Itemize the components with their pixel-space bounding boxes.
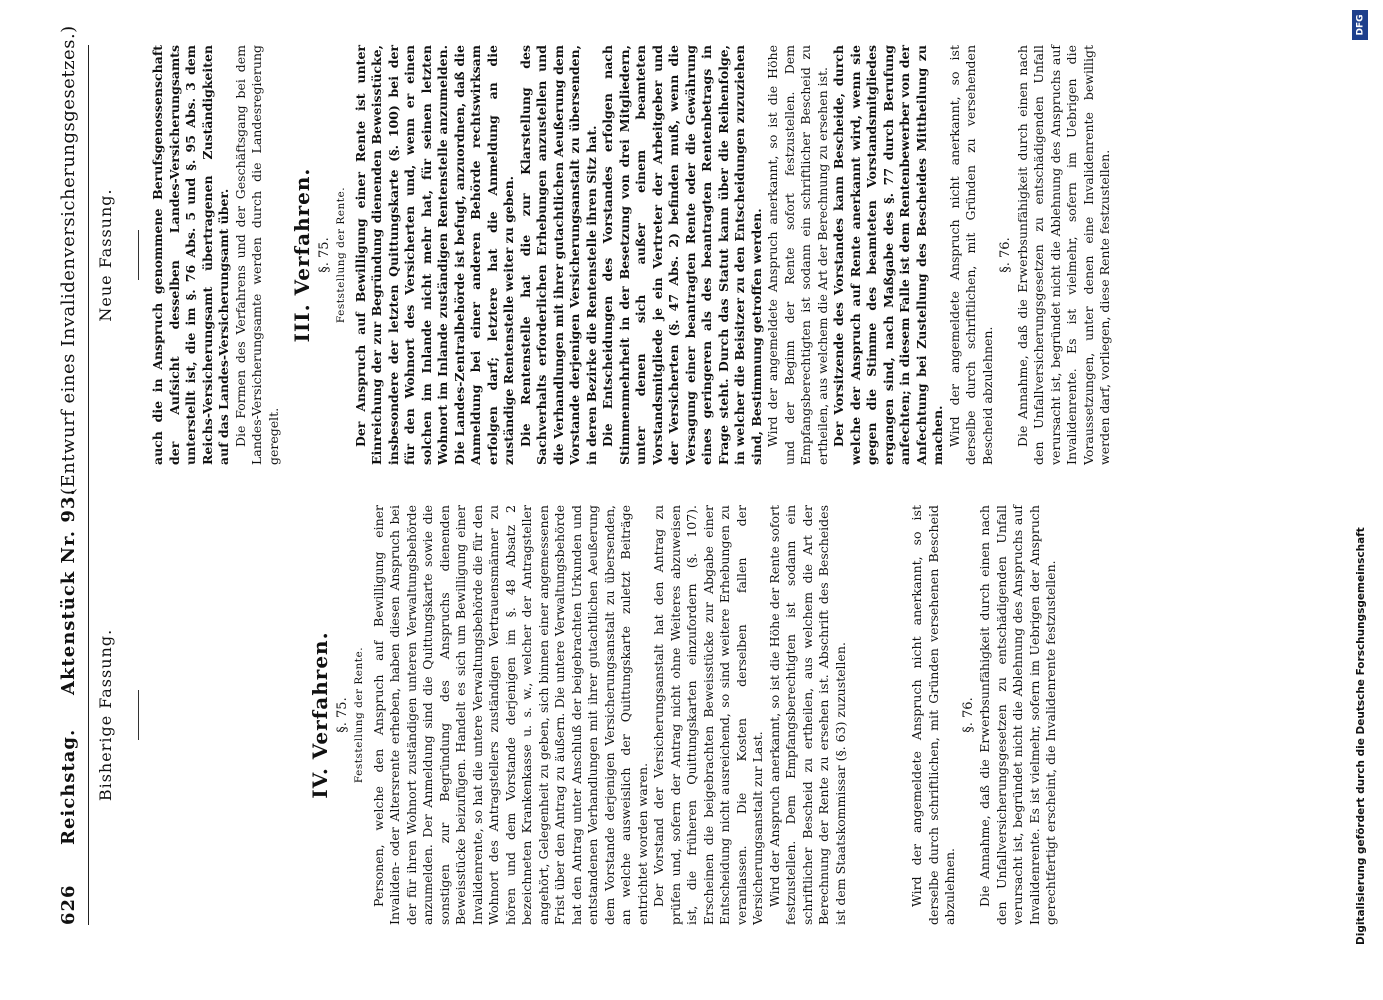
paragraph-text: Der Vorstand der Versicherungsanstalt hat den Antrag zu prüfen und, sofern der Antrag nicht ohne Weiteres abzuweisen ist, die früheren Quittungskarten einzufordern (§. 107). Erscheinen die beigebrachten Beweisstücke zur Abgabe einer Entscheidung nicht ausreichend, so sind weitere Erhebungen zu veranlassen. Die Kosten derselben fallen der Versicherungsanstalt zur Last. xyxy=(651,505,765,925)
paragraph-text: Wird der Anspruch anerkannt, so ist die Höhe der Rente sofort festzustellen. Dem Empfangsberechtigten ist sodann ein schriftlicher Bescheid zu ertheilen, aus welchem die Art der Berechnung der Rente zu ersehen ist. Abschrift des Bescheides ist dem Staatskommissar (§. 63) zuzustellen. xyxy=(766,505,848,925)
right-column-heading: Neue Fassung. xyxy=(96,188,115,322)
paragraph-text: Wird der angemeldete Anspruch nicht anerkannt, so ist derselbe durch schriftlichen, mit Gründen versehenen Bescheid abzulehnen. xyxy=(909,505,957,925)
header-document-number: Aktenstück Nr. 93. xyxy=(58,488,79,695)
right-column-new-version xyxy=(150,45,1114,465)
paragraph-text: Die Formen des Verfahrens und der Geschäftsgang bei dem Landes-Versicherungsamte werden durch die Landesregierung geregelt. xyxy=(232,45,281,465)
paragraph-text: auch die in Anspruch genommene Berufsgenossenschaft der Aufsicht desselben Landes-Versicherungsamts unterstellt ist, die im §. 76 Abs. 5 und §. 95 Abs. 3 dem Reichs-Versicherungsamt übertragenen Zuständigkeiten auf das Landes-Versicherungsamt über. xyxy=(150,45,231,465)
paragraph-text: Der Vorsitzende des Vorstandes kann Bescheide, durch welche der Anspruch auf Rente anerkannt wird, wenn sie gegen die Stimme des beamteten Vorstandsmitgliedes ergangen sind, nach Maßgabe des §. 77 durch Berufung anfechten; in diesem Falle ist dem Rentenbewerber von der Anfechtung bei Zustellung des Bescheides Mittheilung zu machen. xyxy=(831,45,945,465)
paragraph-text: Wird der angemeldete Anspruch nicht anerkannt, so ist derselbe durch schriftlichen, mit Gründen zu versehenden Bescheid abzulehnen. xyxy=(946,45,995,465)
right-heading-rule xyxy=(138,230,139,280)
page-header xyxy=(58,25,88,925)
left-column-heading: Bisherige Fassung. xyxy=(96,628,115,802)
paragraph-text: Die Entscheidungen des Vorstandes erfolgen nach Stimmenmehrheit in der Besetzung von drei Mitgliedern, unter denen sich außer einem beamteten Vorstandsmitgliede je ein Vertreter der Arbeitgeber und der Versicherten (§. 47 Abs. 2) befinden muß, wenn die Versagung einer beantragten Rente oder die Gewährung eines geringeren als des beantragten Rentenbetrags in Frage steht. Durch das Statut kann über die Reihenfolge, in welcher die Beisitzer zu den Entscheidungen zuzuziehen sind, Bestimmung getroffen werden. xyxy=(600,45,764,465)
paragraph-number: §. 76. xyxy=(960,697,976,733)
page-number: 626 xyxy=(58,884,79,925)
header-source: Reichstag. xyxy=(58,728,79,845)
section-title: IV. Verfahren. xyxy=(308,631,332,799)
paragraph-subtitle: Feststellung der Rente. xyxy=(335,186,347,324)
paragraph-text: Der Anspruch auf Bewilligung einer Rente ist unter Einreichung der zur Begründung dienenden Beweisstücke, insbesondere der letzten Quittungskarte (§. 100) bei der für den Wohnort des Versicherten und, wenn er einen solchen im Inlande nicht mehr hat, für seinen letzten Wohnort im Inlande zuständigen Rentenstelle anzumelden. Die Landes-Zentralbehörde ist befugt, anzuordnen, daß die Anmeldung bei einer anderen Behörde rechtswirksam erfolgen darf; letztere hat die Anmeldung an die zuständige Rentenstelle weiter zu geben. xyxy=(352,45,516,465)
paragraph-subtitle: Feststellung der Rente. xyxy=(353,646,365,784)
dfg-logo: DFG xyxy=(1352,10,1368,40)
header-subject: (Entwurf eines Invalidenversicherungsgesetzes.) xyxy=(58,25,79,495)
paragraph-text: Die Annahme, daß die Erwerbsunfähigkeit durch einen nach den Unfallversicherungsgesetzen zu entschädigenden Unfall verursacht ist, begründet nicht die Ablehnung des Anspruchs auf Invalidenrente. Es ist vielmehr, sofern im Uebrigen die Voraussetzungen, unter denen eine Invalidenrente bewilligt werden darf, vorliegen, diese Rente festzustellen. xyxy=(1014,45,1112,465)
paragraph-text: Die Rentenstelle hat die zur Klarstellung des Sachverhalts erforderlichen Erhebungen anzustellen und die Verhandlungen mit ihrer gutachtlichen Aeußerung dem Vorstande derjenigen Versicherungsanstalt zu übersenden, in deren Bezirke die Rentenstelle ihren Sitz hat. xyxy=(517,45,599,465)
left-column-previous-version xyxy=(300,505,1060,925)
section-title: III. Verfahren. xyxy=(290,167,314,343)
paragraph-number: §. 75. xyxy=(334,697,350,733)
dfg-watermark-text: Digitalisierung gefördert durch die Deutsche Forschungsgemeinschaft xyxy=(1355,527,1367,945)
header-rule xyxy=(88,45,89,925)
dfg-watermark xyxy=(1353,10,1371,990)
left-heading-rule xyxy=(138,690,139,740)
paragraph-text: Wird der angemeldete Anspruch anerkannt, so ist die Höhe und der Beginn der Rente sofort festzustellen. Dem Empfangsberechtigten ist sodann ein schriftlicher Bescheid zu ertheilen, aus welchem die Art der Berechnung zu ersehen ist. xyxy=(765,45,830,465)
paragraph-text: Die Annahme, daß die Erwerbsunfähigkeit durch einen nach den Unfallversicherungsgesetzen zu entschädigenden Unfall verursacht ist, begründet nicht die Ablehnung des Anspruchs auf Invalidenrente. Es ist vielmehr, sofern im Uebrigen der Anspruch gerechtfertigt erscheint, die Invalidenrente festzustellen. xyxy=(977,505,1058,925)
paragraph-number: §. 76. xyxy=(998,237,1013,273)
paragraph-text: Personen, welche den Anspruch auf Bewilligung einer Invaliden- oder Altersrente erheben, haben diesen Anspruch bei der für ihren Wohnort zuständigen unteren Verwaltungsbehörde anzumelden. Der Anmeldung sind die Quittungskarte sowie die sonstigen zur Begründung des Anspruchs dienenden Beweisstücke beizufügen. Handelt es sich um Bewilligung einer Invalidenrente, so hat die untere Verwaltungsbehörde die für den Wohnort des Antragstellers zuständigen Vertrauensmänner zu hören und dem Vorstande derjenigen im §. 48 Absatz 2 bezeichneten Krankenkasse u. s. w., welcher der Antragsteller angehört, Gelegenheit zu geben, sich binnen einer angemessenen Frist über den Antrag zu äußern. Die untere Verwaltungsbehörde hat den Antrag unter Anschluß der beigebrachten Urkunden und entstandenen Verhandlungen mit ihrer gutachtlichen Aeußerung dem Vorstande derjenigen Versicherungsanstalt zu übersenden, an welche ausweislich der Quittungskarte zuletzt Beiträge entrichtet worden waren. xyxy=(370,505,650,925)
paragraph-number: §. 75. xyxy=(316,237,332,273)
